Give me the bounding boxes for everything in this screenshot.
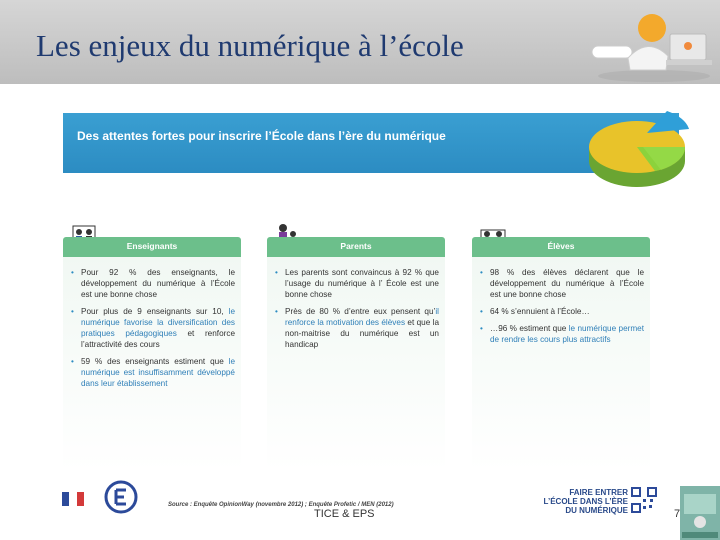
list-item: • Près de 80 % d’entre eux pensent qu’il renforce la motivation des élèves et que la non-maitrise du numérique est un handicap xyxy=(285,306,439,350)
footer-center-text: TICE & EPS xyxy=(314,508,375,520)
column-body xyxy=(267,257,445,471)
column-header xyxy=(63,237,241,257)
french-republic-flag-icon xyxy=(62,492,84,506)
column-body xyxy=(63,257,241,471)
slide-title: Les enjeux du numérique à l’école xyxy=(36,28,464,63)
column-heading: Élèves xyxy=(547,241,575,251)
list-item: • …96 % estiment que le numérique permet de rendre les cours plus attractifs xyxy=(490,323,644,345)
list-item: • Pour 92 % des enseignants, le développement du numérique à l’École est une bonne chose xyxy=(81,267,235,300)
list-item: • 59 % des enseignants estiment que le numérique est insuffisamment développé dans leur établissement xyxy=(81,356,235,389)
ministry-logo-icon xyxy=(104,480,138,514)
list-item: • 98 % des élèves déclarent que le développement du numérique à l’École est une bonne chose xyxy=(490,267,644,300)
qr-code-icon xyxy=(631,487,657,513)
page-number: 7 xyxy=(674,508,681,520)
list-item: • 64 % s’ennuient à l’École… xyxy=(490,306,644,317)
column-heading: Parents xyxy=(340,241,372,251)
list-item: • Les parents sont convaincus à 92 % que l’usage du numérique à l’ École est une bonne chose xyxy=(285,267,439,300)
column-header xyxy=(267,237,445,257)
pie-chart-icon xyxy=(585,103,695,191)
source-note: Source : Enquête OpinionWay (novembre 2012) ; Enquête Profetic / MEN (2012) xyxy=(168,502,394,508)
column-header xyxy=(472,237,650,257)
column-body xyxy=(472,257,650,471)
headline-text: Des attentes fortes pour inscrire l’École dans l’ère du numérique xyxy=(77,129,446,143)
figure-with-laptop-icon xyxy=(588,6,720,84)
list-item: • Pour plus de 9 enseignants sur 10, le numérique favorise la diversification des pratiques pédagogiques et renforce l’attractivité des cours xyxy=(81,306,235,350)
sports-photo-icon xyxy=(680,486,720,540)
column-heading: Enseignants xyxy=(126,241,178,251)
campaign-logo: FAIRE ENTRER L’ÉCOLE DANS L’ÈRE DU NUMÉRIQUE xyxy=(543,488,628,515)
